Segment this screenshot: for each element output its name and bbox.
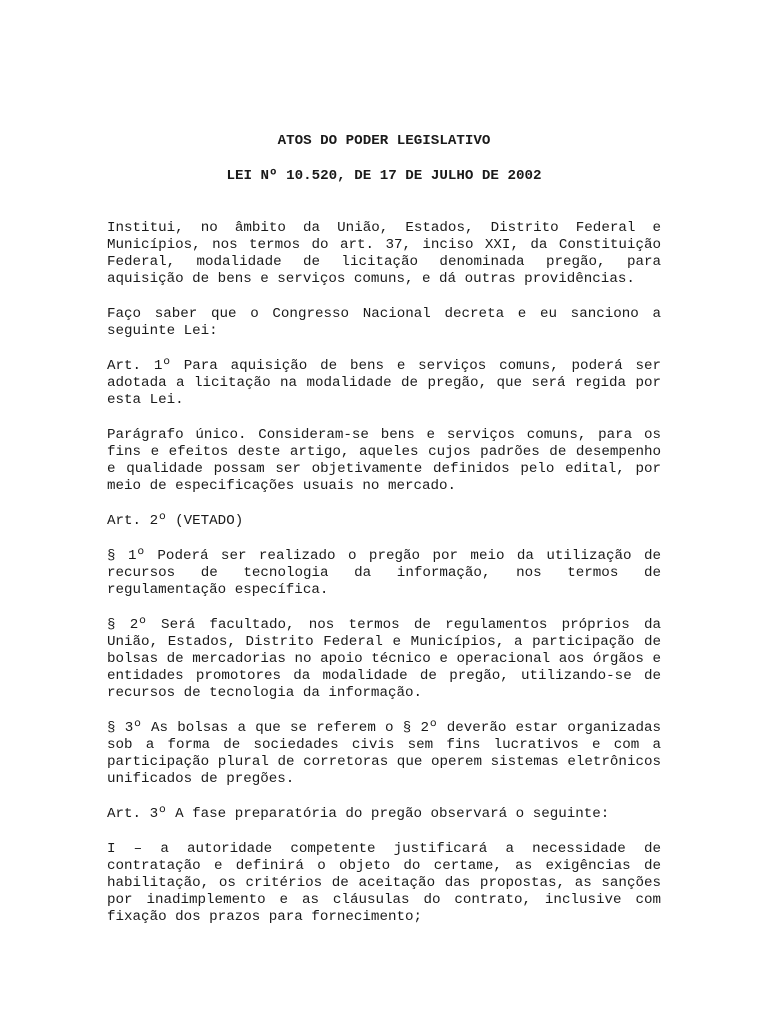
article-2-paragraph: Art. 2º (VETADO) [107,513,244,529]
section-heading: ATOS DO PODER LEGISLATIVO [277,133,491,149]
article-2-section-3-paragraph: § 3º As bolsas a que se referem o § 2º deverão estar organizadas sob a forma de sociedades civis sem fins lucrativos e com a participação plural de corretoras que operem sistemas eletrônicos unificados de pregões. [107,720,661,787]
article-1-paragraph: Art. 1º Para aquisição de bens e serviços comuns, poderá ser adotada a licitação na modalidade de pregão, que será regida por esta Lei. [107,358,661,408]
article-3-item-1-paragraph: I – a autoridade competente justificará a necessidade de contratação e definirá o objeto do certame, as exigências de habilitação, os critérios de aceitação das propostas, as sanções por inadimplemento e as cláusulas do contrato, inclusive com fixação dos prazos para fornecimento; [107,841,661,925]
article-3-paragraph: Art. 3º A fase preparatória do pregão observará o seguinte: [107,806,610,822]
document-body [107,220,661,944]
article-2-section-2-paragraph: § 2º Será facultado, nos termos de regulamentos próprios da União, Estados, Distrito Federal e Municípios, a participação de bolsas de mercadorias no apoio técnico e operacional aos órgãos e entidades promotores da modalidade de pregão, utilizando-se de recursos de tecnologia da informação. [107,617,661,701]
law-summary-paragraph: Institui, no âmbito da União, Estados, Distrito Federal e Municípios, nos termos do art. 37, inciso XXI, da Constituição Federal, modalidade de licitação denominada pregão, para aquisição de bens e serviços comuns, e dá outras providências. [107,220,661,287]
enactment-paragraph: Faço saber que o Congresso Nacional decreta e eu sanciono a seguinte Lei: [107,306,661,339]
article-2-section-1-paragraph: § 1º Poderá ser realizado o pregão por meio da utilização de recursos de tecnologia da informação, nos termos de regulamentação específica. [107,548,661,598]
article-1-sole-paragraph: Parágrafo único. Consideram-se bens e serviços comuns, para os fins e efeitos deste artigo, aqueles cujos padrões de desempenho e qualidade possam ser objetivamente definidos pelo edital, por meio de especificações usuais no mercado. [107,427,661,494]
law-title: LEI Nº 10.520, DE 17 DE JULHO DE 2002 [226,168,542,184]
